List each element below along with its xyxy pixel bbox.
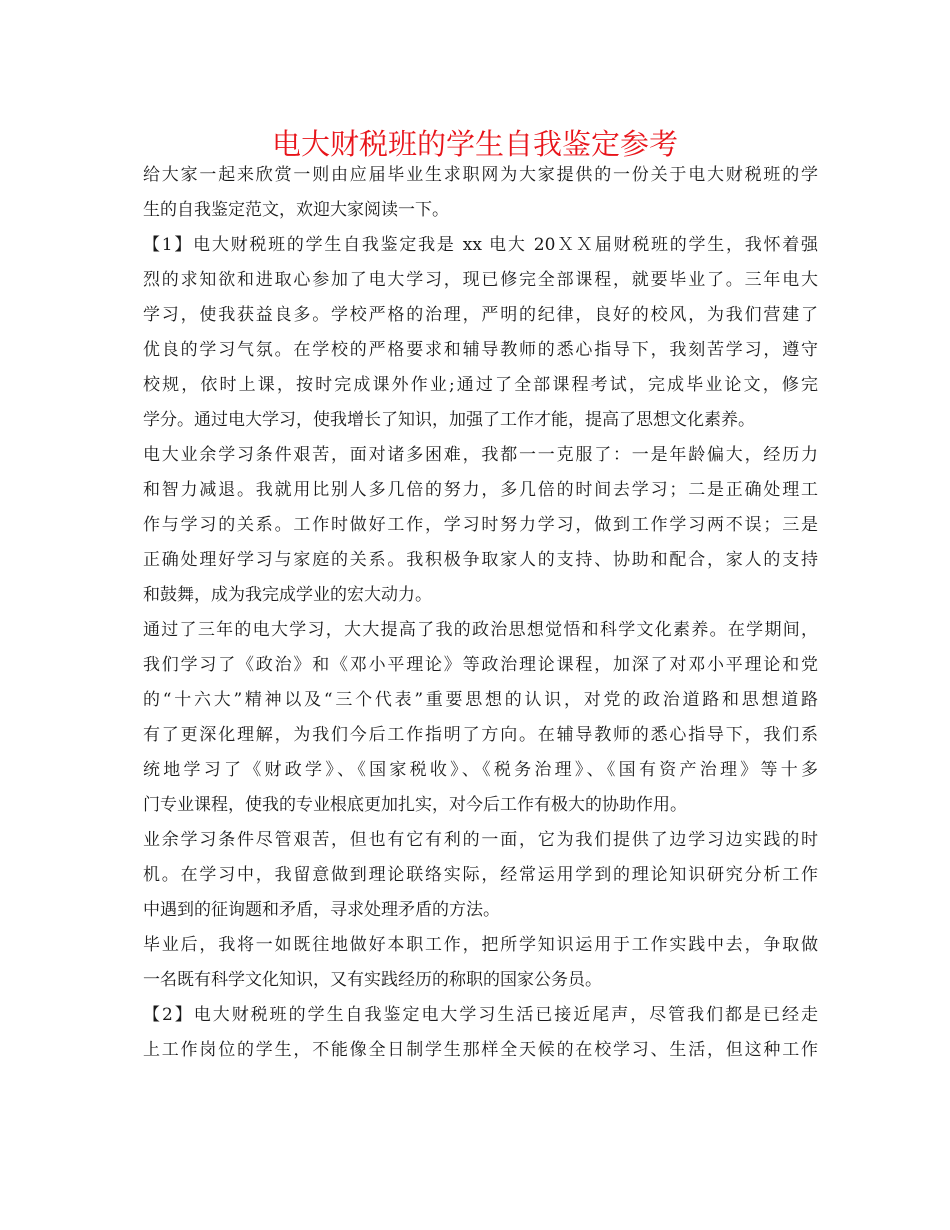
- body-line: 一名既有科学文化知识，又有实践经历的称职的国家公务员。: [143, 970, 602, 990]
- body-line: 烈的求知欲和进取心参加了电大学习，现已修完全部课程，就要毕业了。三年电大: [143, 270, 818, 290]
- document-title: 电大财税班的学生自我鉴定参考: [271, 127, 678, 161]
- document-body: [143, 158, 818, 1068]
- body-line: 【1】电大财税班的学生自我鉴定我是 xx 电大 20ＸＸ届财税班的学生，我怀着强: [143, 235, 818, 255]
- body-line: 正确处理好学习与家庭的关系。我积极争取家人的支持、协助和配合，家人的支持: [143, 550, 818, 570]
- body-line: 中遇到的征询题和矛盾，寻求处理矛盾的方法。: [143, 900, 500, 920]
- body-line: 有了更深化理解，为我们今后工作指明了方向。在辅导教师的悉心指导下，我们系: [143, 725, 818, 745]
- body-line: 机。在学习中，我留意做到理论联络实际，经常运用学到的理论知识研究分析工作: [143, 865, 818, 885]
- body-line: 学习，使我获益良多。学校严格的治理，严明的纪律，良好的校风，为我们营建了: [143, 305, 818, 325]
- body-line: 优良的学习气氛。在学校的严格要求和辅导教师的悉心指导下，我刻苦学习，遵守: [143, 340, 818, 360]
- body-line: 毕业后，我将一如既往地做好本职工作，把所学知识运用于工作实践中去，争取做: [143, 935, 818, 955]
- body-line: 通过了三年的电大学习，大大提高了我的政治思想觉悟和科学文化素养。在学期间，: [143, 620, 818, 640]
- body-line: 和智力减退。我就用比别人多几倍的努力，多几倍的时间去学习；二是正确处理工: [143, 480, 818, 500]
- body-line: 作与学习的关系。工作时做好工作，学习时努力学习，做到工作学习两不误；三是: [143, 515, 818, 535]
- body-line: 生的自我鉴定范文，欢迎大家阅读一下。: [143, 200, 449, 220]
- body-line: 校规，依时上课，按时完成课外作业;通过了全部课程考试，完成毕业论文，修完: [143, 375, 818, 395]
- body-line: 统地学习了《财政学》、《国家税收》、《税务治理》、《国有资产治理》等十多: [143, 760, 818, 780]
- body-line: 和鼓舞，成为我完成学业的宏大动力。: [143, 585, 432, 605]
- body-line: 的“十六大”精神以及“三个代表”重要思想的认识，对党的政治道路和思想道路: [143, 690, 818, 710]
- body-line: 上工作岗位的学生，不能像全日制学生那样全天候的在校学习、生活，但这种工作: [143, 1040, 818, 1060]
- body-line: 【2】电大财税班的学生自我鉴定电大学习生活已接近尾声，尽管我们都是已经走: [143, 1005, 818, 1025]
- body-line: 给大家一起来欣赏一则由应届毕业生求职网为大家提供的一份关于电大财税班的学: [143, 165, 818, 185]
- body-line: 我们学习了《政治》和《邓小平理论》等政治理论课程，加深了对邓小平理论和党: [143, 655, 818, 675]
- body-line: 学分。通过电大学习，使我增长了知识，加强了工作才能，提高了思想文化素养。: [143, 410, 755, 430]
- body-line: 业余学习条件尽管艰苦，但也有它有利的一面，它为我们提供了边学习边实践的时: [143, 830, 818, 850]
- body-line: 门专业课程，使我的专业根底更加扎实，对今后工作有极大的协助作用。: [143, 795, 687, 815]
- body-line: 电大业余学习条件艰苦，面对诸多困难，我都一一克服了：一是年龄偏大，经历力: [143, 445, 818, 465]
